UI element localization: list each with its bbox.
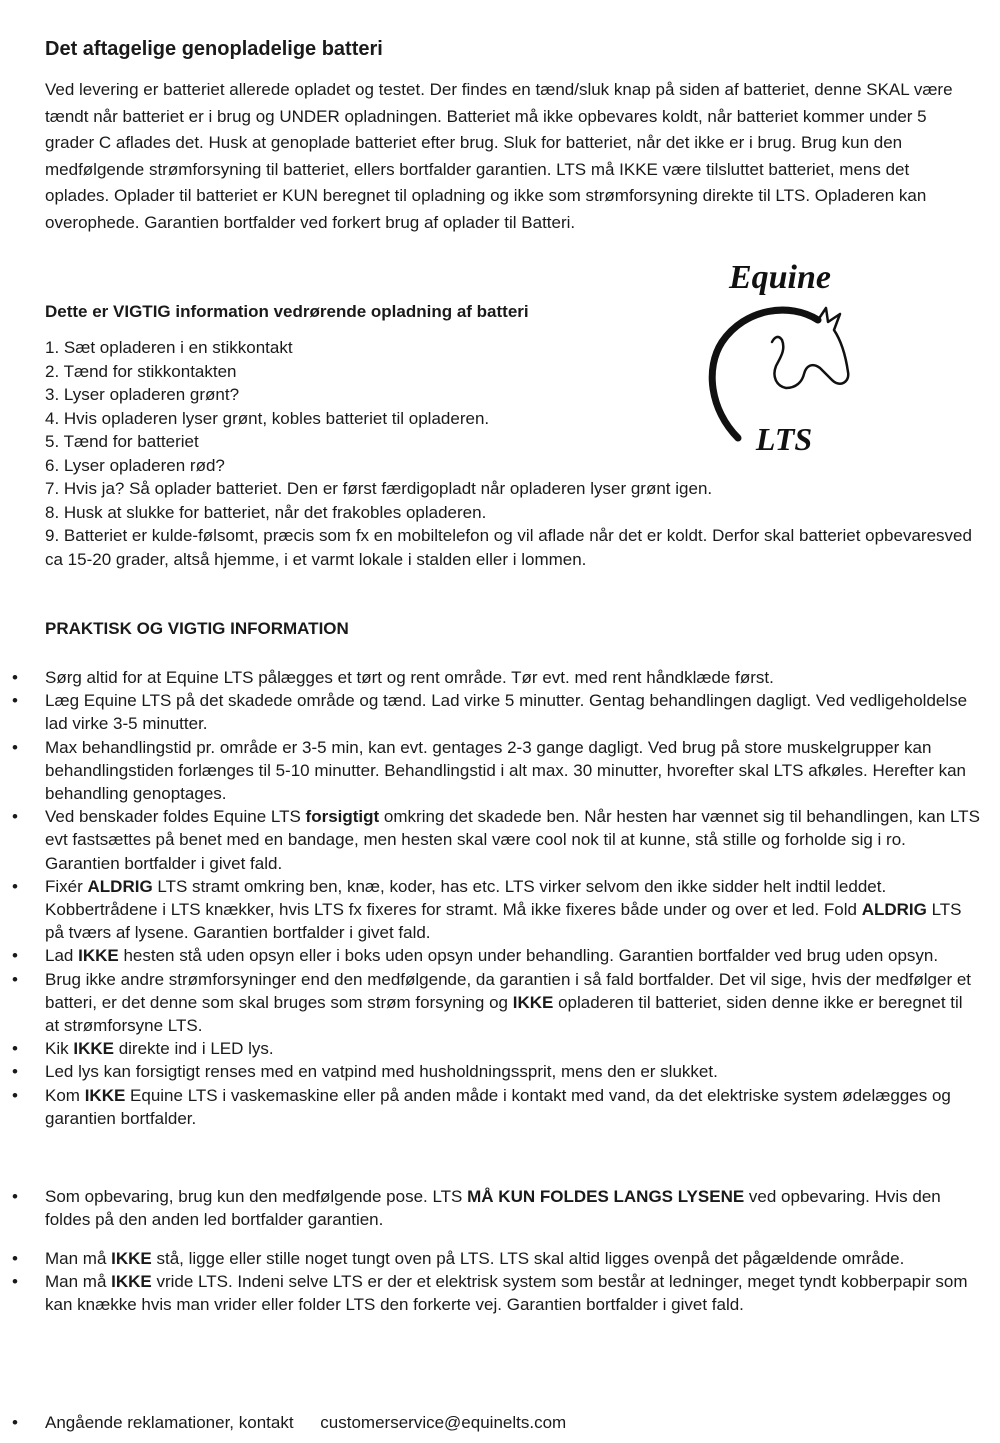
charging-step: 2. Tænd for stikkontakten [45, 361, 237, 381]
bullet-text: Brug ikke andre strømforsyninger end den medfølgende, da garantien i så fald bortfalder. Det vil sige, hvis der medfølger et batteri, er det denne som skal bruges som strøm forsyning og [45, 969, 972, 1012]
contact-list [0, 1411, 980, 1434]
bullet-item [0, 666, 980, 689]
bullet-text: Man må [45, 1249, 112, 1268]
bullet-item [0, 944, 980, 967]
bullet-text: Lad [45, 946, 79, 966]
bullet-item [0, 1084, 980, 1130]
bullet-item [0, 968, 980, 1038]
bullet-text: ved opbevaring. Hvis den foldes på den anden led bortfalder garantien. [45, 1187, 941, 1230]
bullet-marker: • [12, 1413, 18, 1432]
bullet-text: omkring det skadede ben. Når hesten har vænnet sig til behandlingen, kan LTS evt fastsættes på benet med en bandage, men hesten skal være cool nok til at kunne, stå stille og forholde sig i ro. Garantien bortfalder i givet fald. [45, 807, 980, 873]
bullet-text: vride LTS. Indeni selve LTS er der et elektrisk system som består at ledninger, meget tyndt kobberpapir som kan knække hvis man vrider eller folder LTS den forkerte vej. Garantien bortfalder i givet fald. [45, 1272, 968, 1315]
bullet-marker: • [12, 1062, 18, 1082]
emphasis-text: IKKE [512, 992, 554, 1012]
charging-step: 8. Husk at slukke for batteriet, når det frakobles opladeren. [45, 502, 487, 522]
practical-info-list [0, 666, 980, 1130]
bullet-text: Sørg altid for at Equine LTS pålægges et tørt og rent område. Tør evt. med rent håndklæde først. [45, 668, 774, 687]
bullet-text: Ved benskader foldes Equine LTS [45, 807, 306, 827]
battery-paragraph: Ved levering er batteriet allerede opladet og testet. Der findes en tænd/sluk knap på siden af batteriet, denne SKAL være tændt når batteriet er i brug og UNDER opladningen. Batteriet må ikke opbevares koldt, når batteriet kommer under 5 grader C aflades det. Husk at genoplade batteriet efter brug. Sluk for batteriet, når det ikke er i brug. Brug kun den medfølgende strømforsyning til batteriet, ellers bortfalder garantien. LTS må IKKE være tilsluttet batteriet, mens det oplades. Oplader til batteriet er KUN beregnet til opladning og ikke som strømforsyning direkte til LTS. Opladeren kan overophede. Garantien bortfalder ved forkert brug af oplader til Batteri. [45, 80, 953, 232]
bullet-text: hesten stå uden opsyn eller i boks uden opsyn under behandling. Garantien bortfalder ved brug uden opsyn. [118, 946, 939, 966]
bullet-text: stå, ligge eller stille noget tungt oven på LTS. LTS skal altid ligges ovenpå det pågældende område. [151, 1249, 905, 1268]
emphasis-text: MÅ KUN FOLDES LANGS LYSENE [467, 1187, 745, 1206]
bullet-item [0, 1037, 980, 1060]
bullet-item [0, 736, 980, 806]
bullet-text: Læg Equine LTS på det skadede område og tænd. Lad virke 5 minutter. Gentag behandlingen dagligt. Ved vedligeholdelse lad virke 3-5 minutter. [45, 691, 968, 734]
charging-step: 5. Tænd for batteriet [45, 432, 199, 451]
bullet-item [0, 1060, 980, 1083]
battery-section-title: Det aftagelige genopladelige batteri [45, 38, 383, 60]
emphasis-text: IKKE [111, 1249, 152, 1268]
emphasis-text: IKKE [84, 1085, 126, 1105]
emphasis-text: IKKE [111, 1272, 152, 1292]
bullet-marker: • [12, 737, 18, 757]
charging-steps-list [45, 336, 975, 571]
charging-step: 6. Lyser opladeren rød? [45, 455, 225, 475]
bullet-item [0, 805, 980, 875]
bullet-text: Fixér [45, 876, 88, 896]
charging-step: 1. Sæt opladeren i en stikkontakt [45, 338, 293, 357]
emphasis-text: IKKE [73, 1039, 114, 1059]
bullet-item [0, 875, 980, 945]
bullet-marker: • [12, 1085, 18, 1105]
bullet-marker: • [12, 807, 18, 827]
emphasis-text: ALDRIG [87, 876, 153, 896]
bullet-marker: • [12, 1249, 18, 1268]
practical-section-title: PRAKTISK OG VIGTIG INFORMATION [45, 619, 349, 638]
bullet-text: Kom [45, 1085, 85, 1105]
bullet-text: Kik [45, 1039, 74, 1059]
bullet-marker: • [12, 876, 18, 896]
bullet-text: LTS på tværs af lysene. Garantien bortfalder i givet fald. [45, 900, 962, 943]
storage-info-list [0, 1185, 980, 1231]
bullet-text: Equine LTS i vaskemaskine eller på anden måde i kontakt med vand, da det elektriske system ødelægges og garantien bortfalder. [45, 1085, 951, 1128]
contact-item [0, 1411, 980, 1434]
bullet-text: Som opbevaring, brug kun den medfølgende pose. LTS [45, 1187, 468, 1206]
charging-step: 9. Batteriet er kulde-følsomt, præcis som fx en mobiltelefon og vil aflade når det er koldt. Derfor skal batteriet opbevaresved ca 15-20 grader, altså hjemme, i et varmt lokale i stalden eller i lommen. [45, 526, 972, 569]
bullet-marker: • [12, 668, 18, 687]
bullet-marker: • [12, 969, 18, 989]
bullet-marker: • [12, 946, 18, 966]
emphasis-text: IKKE [78, 946, 119, 966]
logo-word-bottom: LTS [755, 421, 813, 457]
bullet-text: Max behandlingstid pr. område er 3-5 min, kan evt. gentages 2-3 gange dagligt. Ved brug på store muskelgrupper kan behandlingstiden forlænges til 5-10 minutter. Behandlingstid i alt max. 30 minutter, hvorefter skal LTS afkøles. Herefter kan behandling genoptages. [45, 737, 966, 804]
bullet-text: Man må [45, 1272, 112, 1292]
bullet-marker: • [12, 1272, 18, 1292]
bullet-item [0, 689, 980, 735]
handling-info-list [0, 1247, 980, 1317]
charging-section-title: Dette er VIGTIG information vedrørende opladning af batteri [45, 302, 529, 321]
emphasis-text: ALDRIG [861, 900, 927, 920]
contact-label: Angående reklamationer, kontakt [45, 1413, 294, 1432]
emphasis-text: forsigtigt [305, 807, 380, 827]
bullet-text: Led lys kan forsigtigt renses med en vatpind med husholdningssprit, mens den er slukket. [45, 1062, 718, 1082]
charging-step: 7. Hvis ja? Så oplader batteriet. Den er først færdigopladt når opladeren lyser grønt igen. [45, 479, 713, 498]
charging-step: 3. Lyser opladeren grønt? [45, 385, 240, 404]
bullet-text: LTS stramt omkring ben, knæ, koder, has etc. LTS virker selvom den ikke sidder helt indtil leddet. Kobbertrådene i LTS knækker, hvis LTS fx fixeres for stramt. Må ikke fixeres både under og over et led. Fold [45, 876, 887, 920]
charging-step: 4. Hvis opladeren lyser grønt, kobles batteriet til opladeren. [45, 408, 490, 428]
logo-word-top: Equine [728, 259, 832, 296]
bullet-text: direkte ind i LED lys. [113, 1039, 274, 1059]
bullet-marker: • [12, 691, 18, 711]
contact-email-link[interactable]: customerservice@equinelts.com [320, 1413, 567, 1432]
bullet-item [0, 1270, 980, 1316]
bullet-marker: • [12, 1039, 18, 1059]
bullet-item [0, 1247, 980, 1270]
bullet-marker: • [12, 1187, 18, 1206]
bullet-text: opladeren til batteriet, siden denne ikke er beregnet til at strømforsyne LTS. [45, 992, 963, 1036]
bullet-item [0, 1185, 980, 1231]
